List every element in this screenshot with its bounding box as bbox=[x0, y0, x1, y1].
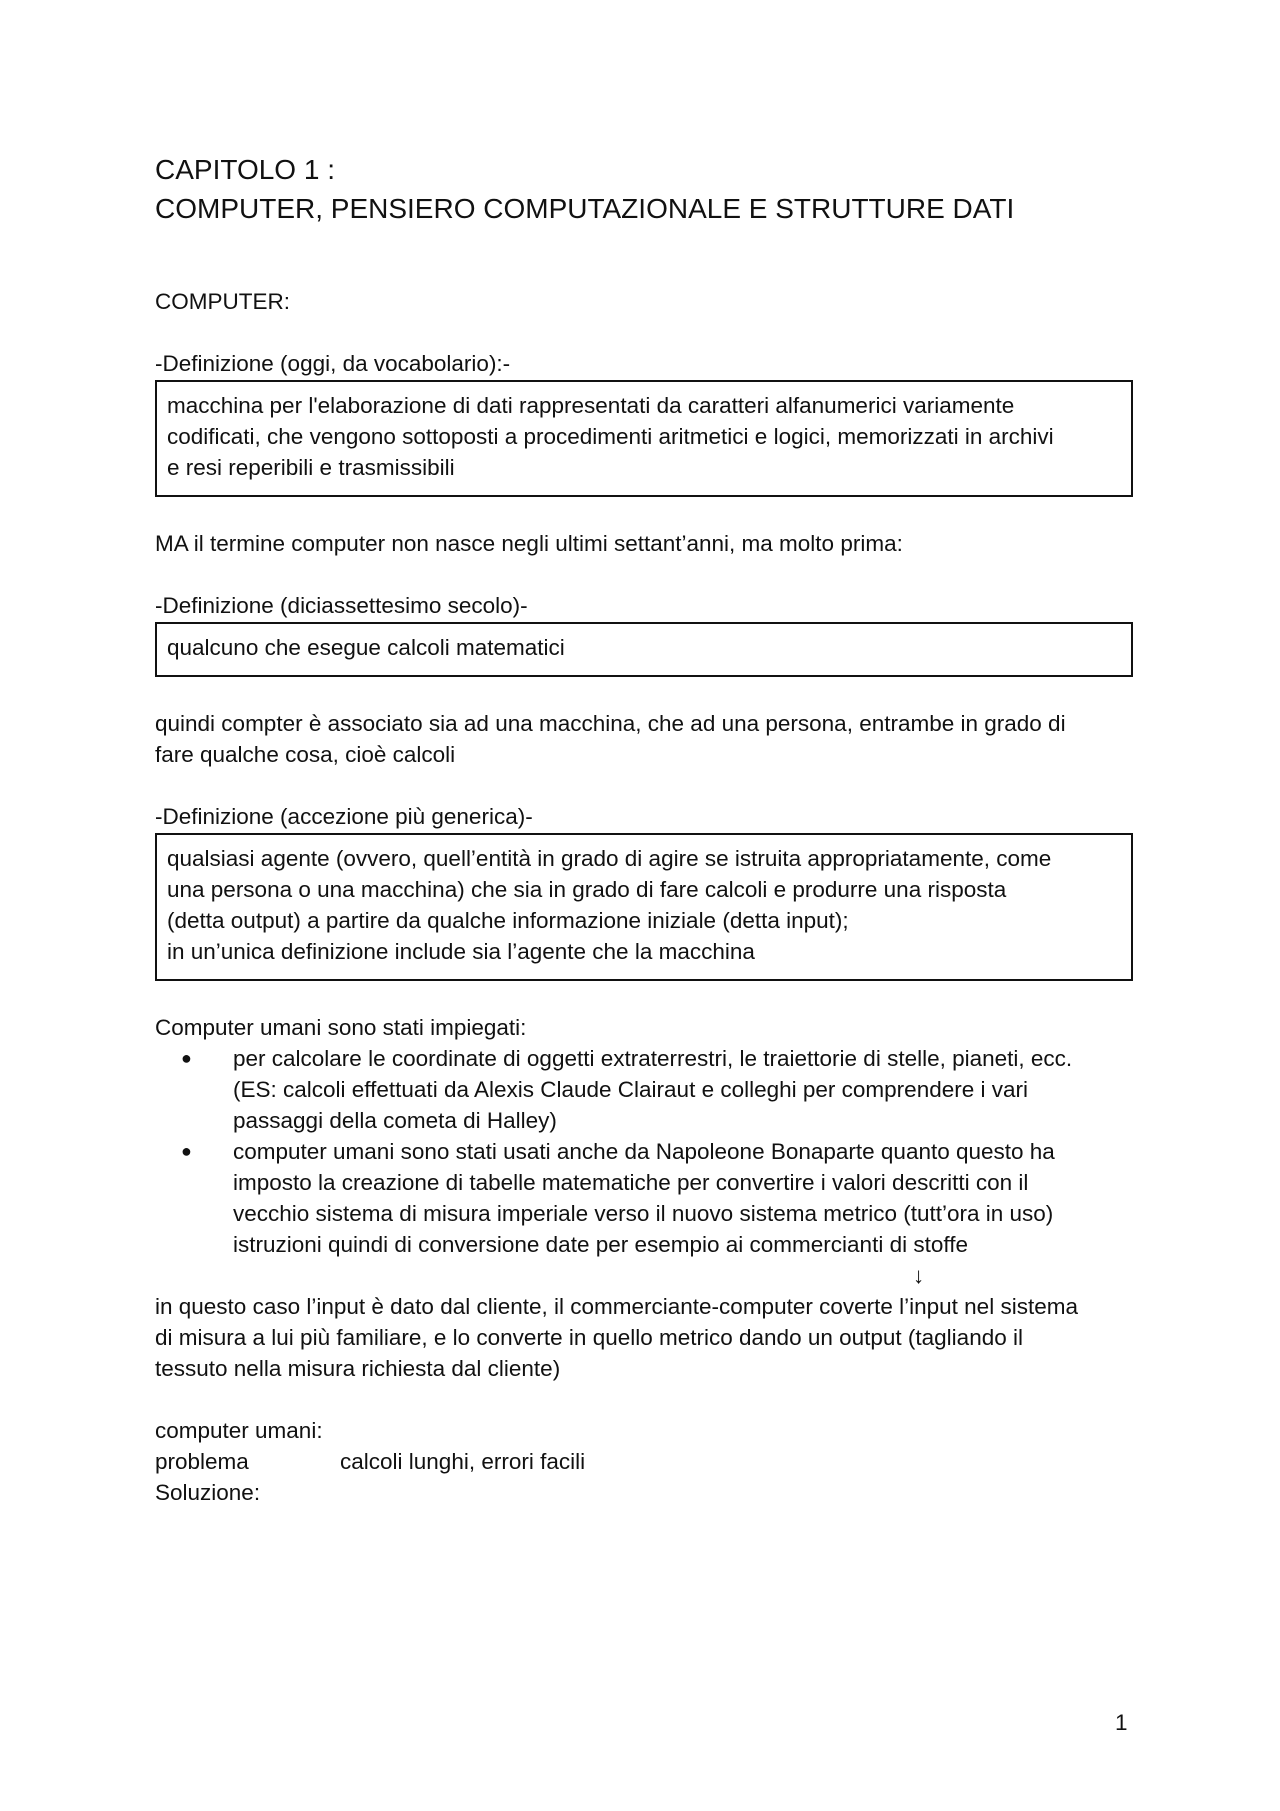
paragraph-association bbox=[155, 708, 1133, 770]
list-item bbox=[155, 1136, 1133, 1260]
document-page bbox=[155, 150, 1133, 1508]
list-item-line: imposto la creazione di tabelle matematiche per convertire i valori descritti con il bbox=[233, 1170, 1029, 1195]
summary-problem-row bbox=[155, 1446, 1133, 1477]
definition-3-line: in un’unica definizione include sia l’agente che la macchina bbox=[167, 939, 755, 964]
section-heading: COMPUTER: bbox=[155, 289, 290, 314]
definition-1-line: codificati, che vengono sottoposti a procedimenti aritmetici e logici, memorizzati in archivi bbox=[167, 424, 1054, 449]
chapter-title-line-1: CAPITOLO 1 : bbox=[155, 154, 335, 185]
summary-solution-label: Soluzione: bbox=[155, 1480, 261, 1505]
arrow-row bbox=[155, 1260, 1133, 1291]
definition-1-box bbox=[155, 380, 1133, 497]
definition-3-line: qualsiasi agente (ovvero, quell’entità in grado di agire se istruita appropriatamente, come bbox=[167, 846, 1052, 871]
definition-1-label: -Definizione (oggi, da vocabolario):- bbox=[155, 351, 511, 376]
definition-3-label: -Definizione (accezione più generica)- bbox=[155, 804, 533, 829]
definition-2-line: qualcuno che esegue calcoli matematici bbox=[167, 635, 565, 660]
list-item-line: vecchio sistema di misura imperiale verso il nuovo sistema metrico (tutt’ora in uso) bbox=[233, 1201, 1054, 1226]
paragraph-line: di misura a lui più familiare, e lo converte in quello metrico dando un output (tagliando il bbox=[155, 1325, 1023, 1350]
paragraph-line: in questo caso l’input è dato dal cliente, il commerciante-computer coverte l’input nel sistema bbox=[155, 1294, 1078, 1319]
bullet-icon: ● bbox=[181, 1141, 192, 1161]
summary-problem-label: problema bbox=[155, 1449, 249, 1474]
definition-1-line: e resi reperibili e trasmissibili bbox=[167, 455, 455, 480]
down-arrow-icon: ↓ bbox=[913, 1263, 925, 1288]
list-item-line: computer umani sono stati usati anche da Napoleone Bonaparte quanto questo ha bbox=[233, 1139, 1055, 1164]
list-item-line: passaggi della cometa di Halley) bbox=[233, 1108, 557, 1133]
human-computers-intro: Computer umani sono stati impiegati: bbox=[155, 1015, 527, 1040]
paragraph-line: quindi compter è associato sia ad una macchina, che ad una persona, entrambe in grado di bbox=[155, 711, 1066, 736]
paragraph-line: fare qualche cosa, cioè calcoli bbox=[155, 742, 456, 767]
paragraph-origin: MA il termine computer non nasce negli ultimi settant’anni, ma molto prima: bbox=[155, 531, 903, 556]
definition-3-box bbox=[155, 833, 1133, 981]
paragraph-line: tessuto nella misura richiesta dal cliente) bbox=[155, 1356, 561, 1381]
paragraph-input-output bbox=[155, 1291, 1133, 1384]
list-item bbox=[155, 1043, 1133, 1136]
definition-2-box bbox=[155, 622, 1133, 677]
definition-3-line: (detta output) a partire da qualche informazione iniziale (detta input); bbox=[167, 908, 849, 933]
definition-1-line: macchina per l'elaborazione di dati rappresentati da caratteri alfanumerici variamente bbox=[167, 393, 1015, 418]
summary-heading: computer umani: bbox=[155, 1418, 323, 1443]
list-item-line: (ES: calcoli effettuati da Alexis Claude Clairaut e colleghi per comprendere i vari bbox=[233, 1077, 1028, 1102]
human-computers-list bbox=[155, 1043, 1133, 1260]
definition-2-label: -Definizione (diciassettesimo secolo)- bbox=[155, 593, 528, 618]
summary-block bbox=[155, 1415, 1133, 1508]
list-item-line: per calcolare le coordinate di oggetti extraterrestri, le traiettorie di stelle, pianeti, ecc. bbox=[233, 1046, 1073, 1071]
list-item-line: istruzioni quindi di conversione date per esempio ai commercianti di stoffe bbox=[233, 1232, 968, 1257]
chapter-title bbox=[155, 150, 1133, 228]
chapter-title-line-2: COMPUTER, PENSIERO COMPUTAZIONALE E STRUTTURE DATI bbox=[155, 193, 1015, 224]
summary-problem-value: calcoli lunghi, errori facili bbox=[340, 1449, 586, 1474]
bullet-icon: ● bbox=[181, 1048, 192, 1068]
page-number: 1 bbox=[1115, 1710, 1128, 1735]
definition-3-line: una persona o una macchina) che sia in grado di fare calcoli e produrre una risposta bbox=[167, 877, 1007, 902]
